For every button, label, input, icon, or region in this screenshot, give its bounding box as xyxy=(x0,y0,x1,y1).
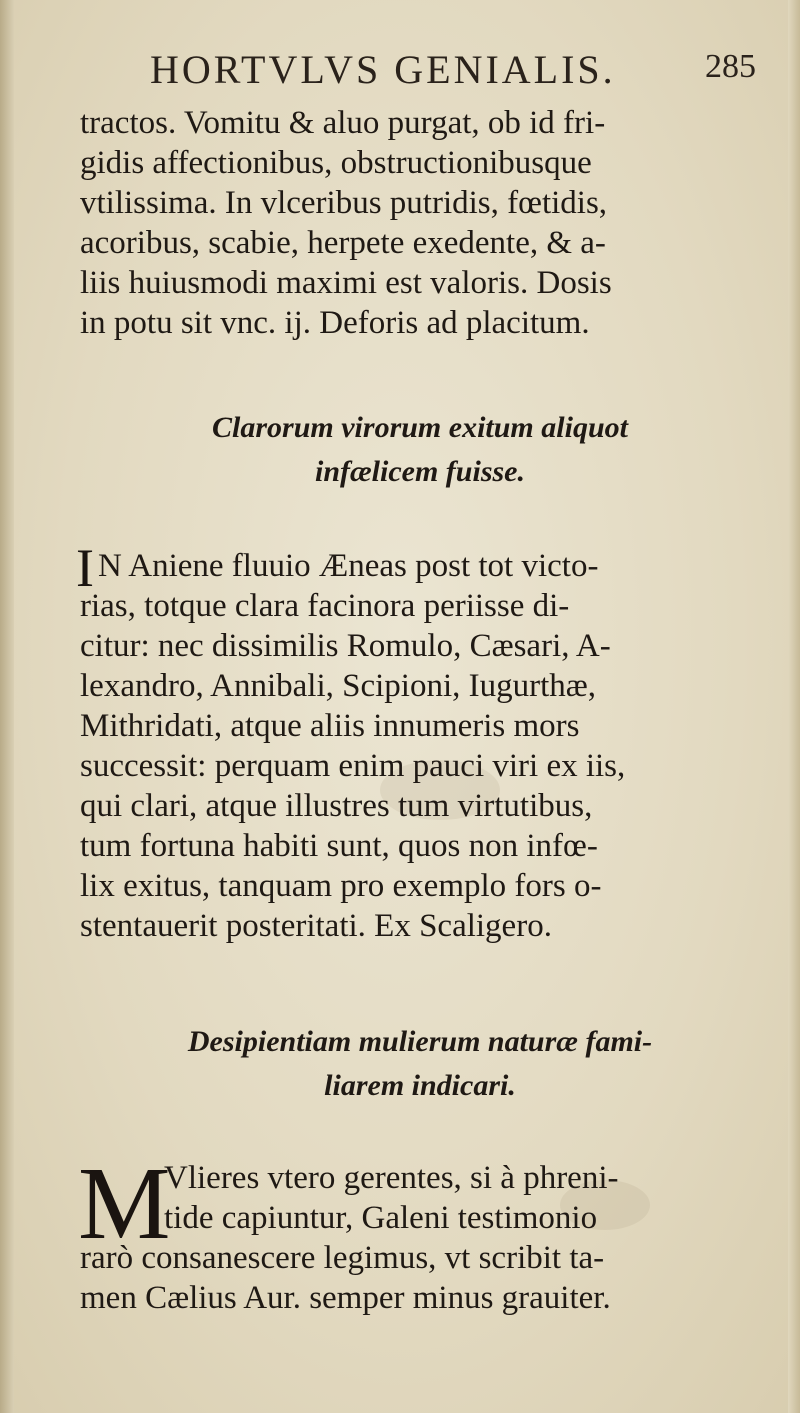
text-line: gidis affectionibus, obstructionibusque xyxy=(80,145,592,181)
text-line: lix exitus, tanquam pro exemplo fors o- xyxy=(80,868,602,904)
section-heading xyxy=(80,1020,760,1108)
section-paragraph xyxy=(76,538,760,946)
page-number: 285 xyxy=(705,48,756,85)
text-line: liis huiusmodi maximi est valoris. Dosis xyxy=(80,265,612,301)
text-line: in potu sit vnc. ij. Deforis ad placitum. xyxy=(80,305,590,341)
text-line: tractos. Vomitu & aluo purgat, ob id fri- xyxy=(80,105,606,141)
running-title: HORTVLVS GENIALIS. xyxy=(150,47,616,92)
text-line: qui clari, atque illustres tum virtutibus, xyxy=(80,788,593,824)
text-line: rias, totque clara facinora periisse di- xyxy=(80,588,570,624)
page-header xyxy=(0,42,800,102)
heading-line: Desipientiam mulierum naturæ fami- xyxy=(187,1025,653,1058)
text-line: citur: nec dissimilis Romulo, Cæsari, A- xyxy=(80,628,611,664)
section-paragraph xyxy=(78,1146,760,1318)
text-line: vtilissima. In vlceribus putridis, fœtidis, xyxy=(80,185,608,221)
heading-line: liarem indicari. xyxy=(324,1069,516,1102)
heading-line: infælicem fuisse. xyxy=(315,455,525,488)
text-line: tide capiuntur, Galeni testimonio xyxy=(164,1200,598,1236)
initial-letter: M xyxy=(78,1146,171,1261)
text-line: tum fortuna habiti sunt, quos non infœ- xyxy=(80,828,598,864)
text-line: successit: perquam enim pauci viri ex iis, xyxy=(80,748,626,784)
page-gutter xyxy=(0,0,14,1413)
text-line: Mithridati, atque aliis innumeris mors xyxy=(80,708,580,744)
text-line: men Cælius Aur. semper minus grauiter. xyxy=(80,1280,611,1316)
intro-paragraph xyxy=(80,103,760,343)
text-line: Vlieres vtero gerentes, si à phreni- xyxy=(164,1160,619,1196)
text-line: stentauerit posteritati. Ex Scaligero. xyxy=(80,908,552,944)
initial-letter: I xyxy=(76,538,94,598)
text-line: lexandro, Annibali, Scipioni, Iugurthæ, xyxy=(80,668,597,704)
text-line: N Aniene fluuio Æneas post tot victo- xyxy=(98,548,599,584)
page-edge xyxy=(788,0,800,1413)
text-line: rarò consanescere legimus, vt scribit ta- xyxy=(80,1240,605,1276)
text-line: acoribus, scabie, herpete exedente, & a- xyxy=(80,225,606,261)
heading-line: Clarorum virorum exitum aliquot xyxy=(212,411,628,444)
section-heading xyxy=(80,406,760,494)
